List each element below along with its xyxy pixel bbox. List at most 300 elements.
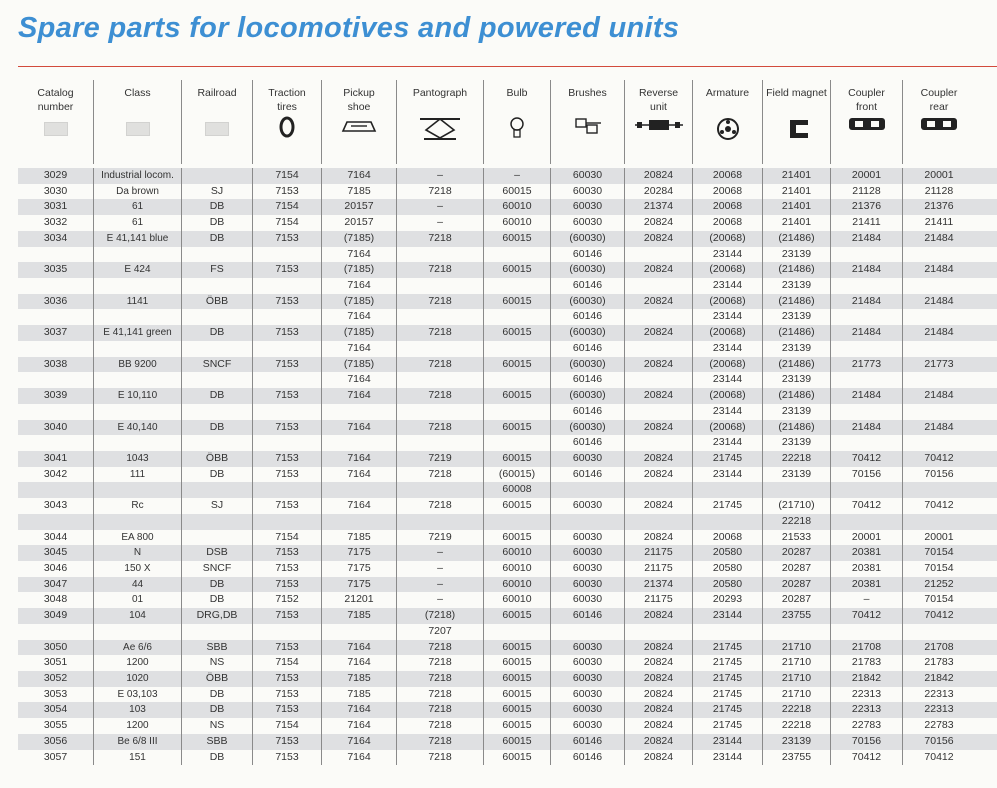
- cell-armature: 20580: [692, 577, 762, 593]
- cell-traction: 7152: [252, 592, 321, 608]
- cell-brushes: [550, 624, 624, 640]
- cell-catalog: 3054: [43, 703, 68, 716]
- cell-armature: 23144: [692, 435, 762, 451]
- cell-coupler_rear: [902, 278, 975, 294]
- cell-class: 61: [93, 199, 181, 215]
- cell-pickup: 7164: [321, 702, 396, 718]
- cell-pantograph: [396, 247, 483, 263]
- cell-class: [93, 514, 181, 530]
- cell-brushes: 60030: [550, 199, 624, 215]
- cell-bulb: 60015: [483, 530, 550, 546]
- cell-coupler_front: 20381: [830, 577, 902, 593]
- cell-railroad: SNCF: [181, 357, 252, 373]
- cell-bulb: 60010: [483, 199, 550, 215]
- cell-field: 23755: [762, 608, 830, 624]
- cell-reverse: 20824: [624, 467, 692, 483]
- cell-coupler_rear: 70156: [902, 734, 975, 750]
- cell-pickup: 7175: [321, 561, 396, 577]
- cell-pantograph: [396, 514, 483, 530]
- cell-bulb: 60015: [483, 750, 550, 766]
- cell-class: [93, 247, 181, 263]
- cell-armature: 21745: [692, 451, 762, 467]
- cell-pantograph: (7218): [396, 608, 483, 624]
- cell-field: 23755: [762, 750, 830, 766]
- cell-armature: (20068): [692, 420, 762, 436]
- cell-catalog: [18, 482, 93, 498]
- cell-bulb: 60010: [483, 577, 550, 593]
- cell-brushes: 60030: [550, 671, 624, 687]
- cell-coupler_front: 22313: [830, 687, 902, 703]
- cell-class: N: [93, 545, 181, 561]
- cell-railroad: SBB: [181, 640, 252, 656]
- pickup-shoe-icon: [341, 116, 377, 139]
- cell-coupler_front: 21842: [830, 671, 902, 687]
- cell-traction: 7153: [252, 640, 321, 656]
- cell-field: 21533: [762, 530, 830, 546]
- cell-pickup: 7164: [321, 388, 396, 404]
- cell-brushes: 60146: [550, 341, 624, 357]
- cell-class: Da brown: [93, 184, 181, 200]
- table-row: [18, 199, 997, 215]
- cell-field: 22218: [762, 451, 830, 467]
- cell-railroad: DB: [181, 388, 252, 404]
- cell-brushes: 60146: [550, 750, 624, 766]
- cell-coupler_rear: 21484: [902, 325, 975, 341]
- table-row: [18, 294, 997, 310]
- cell-catalog: 3039: [43, 389, 68, 402]
- cell-bulb: 60015: [483, 325, 550, 341]
- cell-pickup: 20157: [321, 199, 396, 215]
- cell-pantograph: 7218: [396, 231, 483, 247]
- cell-pickup: [321, 514, 396, 530]
- column-label: Traction tires: [268, 87, 306, 113]
- cell-traction: 7153: [252, 294, 321, 310]
- column-label: Brushes: [568, 87, 607, 99]
- cell-pantograph: 7218: [396, 718, 483, 734]
- table-row: [18, 231, 997, 247]
- column-label: Class: [124, 87, 151, 99]
- cell-coupler_front: 20381: [830, 561, 902, 577]
- cell-pantograph: –: [396, 199, 483, 215]
- cell-reverse: [624, 372, 692, 388]
- cell-pantograph: [396, 372, 483, 388]
- table-row: [18, 702, 997, 718]
- cell-brushes: 60030: [550, 530, 624, 546]
- cell-brushes: 60146: [550, 435, 624, 451]
- cell-class: E 10,110: [93, 388, 181, 404]
- cell-railroad: DRG,DB: [181, 608, 252, 624]
- cell-coupler_front: 20001: [830, 530, 902, 546]
- cell-reverse: [624, 435, 692, 451]
- cell-brushes: [550, 482, 624, 498]
- table-row: [18, 325, 997, 341]
- cell-class: E 03,103: [93, 687, 181, 703]
- cell-bulb: –: [483, 168, 550, 184]
- cell-reverse: 20824: [624, 294, 692, 310]
- cell-traction: 7153: [252, 608, 321, 624]
- field-magnet-icon: [782, 116, 812, 147]
- cell-coupler_front: 70156: [830, 734, 902, 750]
- cell-railroad: NS: [181, 655, 252, 671]
- column-header-pantograph: [396, 80, 483, 164]
- cell-traction: 7154: [252, 530, 321, 546]
- cell-reverse: 20824: [624, 655, 692, 671]
- traction-tire-icon: [279, 116, 295, 143]
- cell-pickup: 7175: [321, 577, 396, 593]
- cell-pantograph: [396, 278, 483, 294]
- cell-pickup: 7164: [321, 341, 396, 357]
- cell-railroad: [181, 372, 252, 388]
- cell-railroad: DB: [181, 325, 252, 341]
- cell-armature: 20580: [692, 561, 762, 577]
- cell-traction: [252, 341, 321, 357]
- placeholder-icon: [126, 122, 150, 136]
- cell-class: E 41,141 blue: [93, 231, 181, 247]
- cell-bulb: 60015: [483, 718, 550, 734]
- cell-catalog: 3031: [43, 200, 68, 213]
- cell-brushes: 60030: [550, 718, 624, 734]
- cell-pickup: 7164: [321, 278, 396, 294]
- cell-coupler_front: 21128: [830, 184, 902, 200]
- cell-class: EA 800: [93, 530, 181, 546]
- cell-pantograph: –: [396, 168, 483, 184]
- cell-brushes: 60146: [550, 608, 624, 624]
- cell-bulb: [483, 278, 550, 294]
- cell-coupler_rear: [902, 341, 975, 357]
- cell-reverse: 20824: [624, 718, 692, 734]
- cell-catalog: 3043: [43, 499, 68, 512]
- cell-catalog: 3048: [43, 593, 68, 606]
- cell-class: 1043: [93, 451, 181, 467]
- cell-reverse: 21175: [624, 561, 692, 577]
- cell-traction: 7153: [252, 545, 321, 561]
- cell-bulb: [483, 372, 550, 388]
- cell-pickup: (7185): [321, 231, 396, 247]
- cell-armature: 23144: [692, 734, 762, 750]
- cell-class: 61: [93, 215, 181, 231]
- cell-pickup: (7185): [321, 262, 396, 278]
- cell-field: 21710: [762, 671, 830, 687]
- cell-coupler_rear: [902, 309, 975, 325]
- table-row: [18, 514, 997, 530]
- table-row: [18, 168, 997, 184]
- cell-railroad: SBB: [181, 734, 252, 750]
- column-label: Coupler rear: [920, 87, 958, 113]
- cell-pickup: 7164: [321, 168, 396, 184]
- cell-pickup: 7164: [321, 734, 396, 750]
- cell-traction: 7153: [252, 420, 321, 436]
- table-row: [18, 592, 997, 608]
- cell-coupler_front: [830, 278, 902, 294]
- cell-field: 21401: [762, 184, 830, 200]
- cell-reverse: 20824: [624, 357, 692, 373]
- cell-pantograph: [396, 435, 483, 451]
- table-row: [18, 309, 997, 325]
- cell-catalog: 3049: [43, 609, 68, 622]
- cell-armature: 23144: [692, 750, 762, 766]
- cell-field: 23139: [762, 404, 830, 420]
- cell-bulb: 60010: [483, 215, 550, 231]
- cell-traction: 7154: [252, 718, 321, 734]
- cell-bulb: 60015: [483, 420, 550, 436]
- cell-traction: 7154: [252, 168, 321, 184]
- cell-traction: 7153: [252, 467, 321, 483]
- cell-coupler_rear: 21484: [902, 388, 975, 404]
- cell-bulb: [483, 435, 550, 451]
- cell-bulb: 60015: [483, 388, 550, 404]
- cell-coupler_front: 70412: [830, 608, 902, 624]
- cell-pantograph: 7207: [396, 624, 483, 640]
- column-header-catalog: [18, 80, 93, 164]
- column-label: Railroad: [197, 87, 237, 99]
- cell-pickup: (7185): [321, 325, 396, 341]
- cell-coupler_rear: 22313: [902, 702, 975, 718]
- cell-traction: 7154: [252, 215, 321, 231]
- cell-catalog: [18, 247, 93, 263]
- cell-brushes: 60146: [550, 372, 624, 388]
- cell-field: (21486): [762, 357, 830, 373]
- cell-railroad: [181, 404, 252, 420]
- cell-field: (21486): [762, 325, 830, 341]
- cell-bulb: [483, 624, 550, 640]
- cell-bulb: 60015: [483, 498, 550, 514]
- cell-catalog: [18, 404, 93, 420]
- cell-reverse: 21175: [624, 592, 692, 608]
- cell-traction: 7153: [252, 231, 321, 247]
- cell-railroad: DB: [181, 231, 252, 247]
- cell-class: BB 9200: [93, 357, 181, 373]
- cell-pickup: 7164: [321, 718, 396, 734]
- cell-pickup: 7164: [321, 640, 396, 656]
- column-header-traction: [252, 80, 321, 164]
- cell-armature: 21745: [692, 702, 762, 718]
- cell-brushes: 60146: [550, 734, 624, 750]
- cell-brushes: 60146: [550, 467, 624, 483]
- cell-field: 21401: [762, 199, 830, 215]
- cell-armature: 23144: [692, 341, 762, 357]
- cell-pickup: 7164: [321, 655, 396, 671]
- cell-reverse: 20824: [624, 687, 692, 703]
- cell-brushes: 60146: [550, 247, 624, 263]
- cell-brushes: 60146: [550, 278, 624, 294]
- column-label: Bulb: [506, 87, 528, 99]
- coupler-icon: [847, 116, 887, 137]
- column-label: Catalog number: [37, 87, 74, 113]
- table-row: [18, 561, 997, 577]
- cell-coupler_front: 22313: [830, 702, 902, 718]
- cell-traction: 7154: [252, 655, 321, 671]
- cell-field: (21486): [762, 231, 830, 247]
- cell-pickup: 7185: [321, 687, 396, 703]
- cell-bulb: 60015: [483, 231, 550, 247]
- table-row: [18, 608, 997, 624]
- cell-field: 23139: [762, 372, 830, 388]
- cell-coupler_rear: 21708: [902, 640, 975, 656]
- cell-armature: [692, 514, 762, 530]
- cell-reverse: 21374: [624, 199, 692, 215]
- cell-pantograph: 7218: [396, 420, 483, 436]
- table-row: [18, 482, 997, 498]
- cell-brushes: [550, 514, 624, 530]
- reverse-unit-icon: [633, 116, 685, 139]
- cell-armature: (20068): [692, 294, 762, 310]
- table-row: [18, 498, 997, 514]
- cell-coupler_rear: 21484: [902, 231, 975, 247]
- cell-pantograph: 7218: [396, 388, 483, 404]
- cell-class: 150 X: [93, 561, 181, 577]
- cell-pantograph: 7218: [396, 498, 483, 514]
- cell-pantograph: 7218: [396, 357, 483, 373]
- bulb-icon: [509, 116, 525, 145]
- table-row: [18, 671, 997, 687]
- cell-bulb: 60015: [483, 451, 550, 467]
- cell-bulb: 60015: [483, 294, 550, 310]
- cell-coupler_front: [830, 309, 902, 325]
- cell-brushes: 60030: [550, 545, 624, 561]
- cell-coupler_rear: 70154: [902, 592, 975, 608]
- cell-coupler_rear: 21128: [902, 184, 975, 200]
- column-header-class: [93, 80, 181, 164]
- cell-reverse: 20824: [624, 734, 692, 750]
- cell-reverse: [624, 624, 692, 640]
- cell-catalog: 3032: [43, 216, 68, 229]
- cell-coupler_rear: 21783: [902, 655, 975, 671]
- cell-coupler_rear: [902, 482, 975, 498]
- cell-railroad: FS: [181, 262, 252, 278]
- column-header-bulb: [483, 80, 550, 164]
- cell-coupler_rear: 21484: [902, 420, 975, 436]
- cell-class: [93, 404, 181, 420]
- cell-coupler_rear: 21484: [902, 294, 975, 310]
- cell-catalog: 3056: [43, 734, 68, 747]
- cell-class: 1200: [93, 718, 181, 734]
- cell-brushes: 60030: [550, 168, 624, 184]
- cell-coupler_rear: 20001: [902, 168, 975, 184]
- cell-coupler_front: 21484: [830, 325, 902, 341]
- cell-pickup: [321, 404, 396, 420]
- cell-brushes: (60030): [550, 357, 624, 373]
- column-label: Reverse unit: [638, 87, 679, 113]
- cell-armature: 23144: [692, 608, 762, 624]
- cell-catalog: 3038: [43, 357, 68, 370]
- cell-pickup: 7185: [321, 608, 396, 624]
- cell-armature: 23144: [692, 278, 762, 294]
- cell-catalog: 3030: [43, 184, 68, 197]
- cell-pantograph: 7218: [396, 325, 483, 341]
- placeholder-icon: [205, 122, 229, 136]
- cell-pickup: 7164: [321, 247, 396, 263]
- cell-pantograph: 7218: [396, 671, 483, 687]
- cell-catalog: [18, 341, 93, 357]
- cell-coupler_front: [830, 514, 902, 530]
- cell-coupler_rear: 22783: [902, 718, 975, 734]
- cell-field: 23139: [762, 435, 830, 451]
- cell-reverse: [624, 514, 692, 530]
- cell-class: 01: [93, 592, 181, 608]
- cell-catalog: [18, 514, 93, 530]
- cell-railroad: DB: [181, 199, 252, 215]
- cell-railroad: DB: [181, 215, 252, 231]
- cell-bulb: 60008: [483, 482, 550, 498]
- cell-catalog: 3044: [43, 530, 68, 543]
- column-label: Pickup shoe: [343, 87, 375, 113]
- cell-pantograph: 7218: [396, 734, 483, 750]
- cell-railroad: [181, 435, 252, 451]
- cell-armature: 20068: [692, 530, 762, 546]
- cell-field: 21710: [762, 687, 830, 703]
- table-row: [18, 184, 997, 200]
- cell-pantograph: 7218: [396, 655, 483, 671]
- cell-armature: (20068): [692, 357, 762, 373]
- cell-bulb: 60015: [483, 608, 550, 624]
- cell-pantograph: 7218: [396, 640, 483, 656]
- cell-reverse: 20824: [624, 262, 692, 278]
- cell-traction: 7153: [252, 262, 321, 278]
- brushes-icon: [573, 116, 603, 141]
- cell-railroad: SJ: [181, 498, 252, 514]
- cell-bulb: 60015: [483, 357, 550, 373]
- table-row: [18, 372, 997, 388]
- cell-field: (21486): [762, 262, 830, 278]
- cell-armature: (20068): [692, 325, 762, 341]
- cell-traction: 7153: [252, 184, 321, 200]
- cell-class: [93, 309, 181, 325]
- cell-coupler_rear: 70412: [902, 451, 975, 467]
- cell-armature: 20293: [692, 592, 762, 608]
- cell-reverse: 20824: [624, 750, 692, 766]
- cell-catalog: 3053: [43, 687, 68, 700]
- cell-pantograph: 7218: [396, 184, 483, 200]
- cell-class: Industrial locom.: [93, 168, 181, 184]
- cell-field: (21710): [762, 498, 830, 514]
- cell-armature: 20580: [692, 545, 762, 561]
- cell-field: 21401: [762, 215, 830, 231]
- cell-railroad: DB: [181, 702, 252, 718]
- table-row: [18, 247, 997, 263]
- cell-traction: 7153: [252, 750, 321, 766]
- cell-traction: 7153: [252, 388, 321, 404]
- column-header-brushes: [550, 80, 624, 164]
- cell-catalog: 3040: [43, 420, 68, 433]
- cell-bulb: 60015: [483, 655, 550, 671]
- cell-railroad: ÖBB: [181, 294, 252, 310]
- column-label: Pantograph: [412, 87, 468, 99]
- cell-class: 1020: [93, 671, 181, 687]
- cell-pantograph: 7218: [396, 702, 483, 718]
- placeholder-icon: [44, 122, 68, 136]
- cell-catalog: [18, 435, 93, 451]
- cell-traction: [252, 624, 321, 640]
- cell-reverse: [624, 482, 692, 498]
- cell-class: [93, 341, 181, 357]
- cell-field: 23139: [762, 309, 830, 325]
- column-label: Armature: [705, 87, 750, 99]
- cell-brushes: (60030): [550, 420, 624, 436]
- cell-bulb: 60010: [483, 592, 550, 608]
- cell-armature: (20068): [692, 262, 762, 278]
- cell-bulb: (60015): [483, 467, 550, 483]
- cell-brushes: 60030: [550, 498, 624, 514]
- cell-railroad: [181, 514, 252, 530]
- cell-brushes: 60030: [550, 655, 624, 671]
- cell-railroad: [181, 530, 252, 546]
- cell-bulb: [483, 309, 550, 325]
- cell-coupler_front: [830, 247, 902, 263]
- cell-armature: 23144: [692, 309, 762, 325]
- cell-coupler_rear: [902, 624, 975, 640]
- cell-railroad: DB: [181, 592, 252, 608]
- cell-coupler_front: 21708: [830, 640, 902, 656]
